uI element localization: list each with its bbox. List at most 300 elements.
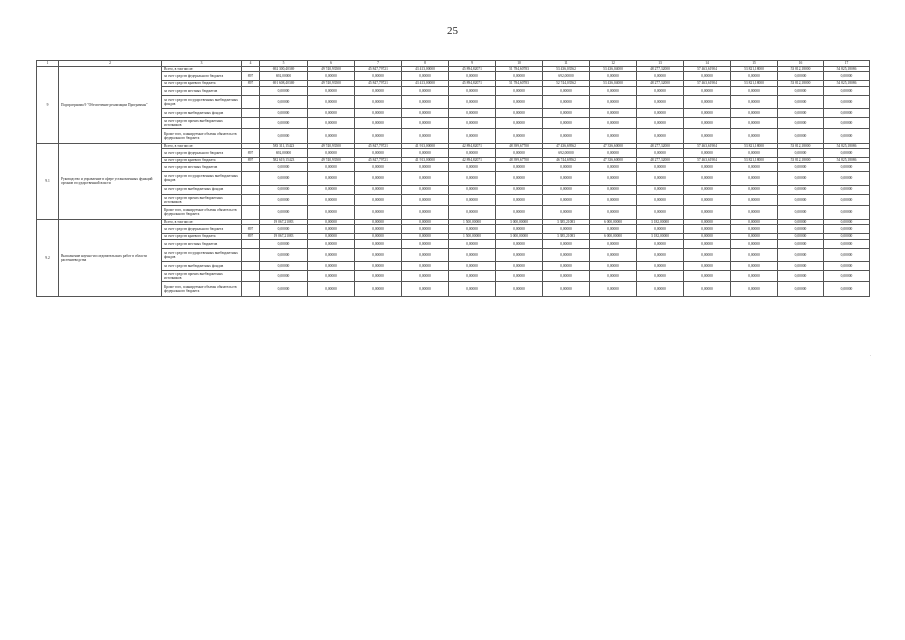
amount-cell: 0,00000 [355,118,402,129]
amount-cell: 54 825,18086 [824,157,870,162]
amount-cell: 692,00000 [260,72,308,81]
budget-code [242,194,260,205]
amount-cell: 45 847,79721 [355,81,402,86]
amount-cell: 42 894,82071 [449,157,496,162]
amount-cell: 0,00000 [355,282,402,296]
budget-code [242,118,260,129]
amount-cell: 0,00000 [637,118,684,129]
amount-cell: 0,00000 [684,95,731,108]
budget-code: 897 [242,225,260,234]
budget-code [242,239,260,248]
amount-cell: 0,00000 [778,194,824,205]
funding-source: за счет средств внебюджетных фондов [162,108,242,117]
amount-cell: 0,00000 [402,185,449,194]
funding-source: Кроме того, планируемые объемы обязательств федерального бюджета [162,205,242,219]
amount-cell: 0,00000 [402,129,449,143]
budget-code [242,95,260,108]
amount-cell: 0,00000 [402,205,449,219]
amount-cell: 45 847,79721 [355,157,402,162]
amount-cell: 0,00000 [355,72,402,81]
amount-cell: 53 436,03562 [543,67,590,72]
budget-code: 897 [242,81,260,86]
amount-cell: 0,00000 [590,95,637,108]
funding-source: за счет средств внебюджетных фондов [162,185,242,194]
amount-cell: 0,00000 [260,194,308,205]
amount-cell: 0,00000 [590,129,637,143]
amount-cell: 0,00000 [308,108,355,117]
amount-cell: 0,00000 [778,234,824,239]
amount-cell: 0,00000 [355,108,402,117]
funding-source: за счет средств государственных внебюджетных фондов [162,95,242,108]
column-header: 13 [637,61,684,67]
amount-cell: 0,00000 [684,118,731,129]
amount-cell: 0,00000 [824,262,870,271]
amount-cell: 0,00000 [731,234,778,239]
amount-cell: 0,00000 [543,172,590,185]
amount-cell: 0,00000 [824,282,870,296]
amount-cell: 0,00000 [637,108,684,117]
amount-cell: 0,00000 [824,225,870,234]
amount-cell: 0,00000 [543,185,590,194]
amount-cell: 0,00000 [308,225,355,234]
amount-cell: 45 894,82071 [449,81,496,86]
column-header: 9 [449,61,496,67]
amount-cell: 0,00000 [496,163,543,172]
amount-cell: 0,00000 [637,248,684,261]
amount-cell: 0,00000 [308,185,355,194]
amount-cell: 0,00000 [260,172,308,185]
column-header: 14 [684,61,731,67]
amount-cell: 0,00000 [637,95,684,108]
amount-cell: 45 894,82071 [449,67,496,72]
amount-cell: 1 500,00000 [449,234,496,239]
amount-cell: 0,00000 [449,225,496,234]
amount-cell: 0,00000 [637,205,684,219]
column-header: 8 [402,61,449,67]
funding-source: за счет средств местных бюджетов [162,239,242,248]
page-number: 25 [447,25,458,37]
amount-cell: 0,00000 [496,205,543,219]
amount-cell: 3 385,21083 [543,234,590,239]
amount-cell: 0,00000 [355,234,402,239]
amount-cell: 0,00000 [402,148,449,157]
amount-cell: 0,00000 [731,225,778,234]
program-name: Руководство и управление в сфере установленных функций органов государственной власти [59,143,162,220]
amount-cell: 0,00000 [260,185,308,194]
amount-cell: 0,00000 [543,282,590,296]
amount-cell: 0,00000 [543,108,590,117]
amount-cell: 53 812,18000 [778,143,824,148]
amount-cell: 0,00000 [355,86,402,95]
amount-cell: 0,00000 [637,129,684,143]
amount-cell: 0,00000 [355,185,402,194]
amount-cell: 0,00000 [778,163,824,172]
table-row [37,225,870,234]
amount-cell: 0,00000 [731,118,778,129]
amount-cell: 0,00000 [824,172,870,185]
amount-cell: 0,00000 [496,271,543,282]
amount-cell: 0,00000 [778,271,824,282]
amount-cell: 0,00000 [260,262,308,271]
amount-cell: 0,00000 [260,108,308,117]
amount-cell: 0,00000 [684,262,731,271]
amount-cell: 54 825,18086 [824,67,870,72]
amount-cell: 0,00000 [684,282,731,296]
amount-cell: 0,00000 [637,194,684,205]
amount-cell: 0,00000 [731,194,778,205]
budget-code [242,205,260,219]
amount-cell: 53 812,18000 [778,81,824,86]
amount-cell: 53 812,18000 [778,67,824,72]
amount-cell: 0,00000 [260,205,308,219]
amount-cell: 0,00000 [824,185,870,194]
amount-cell: 0,00000 [402,118,449,129]
amount-cell: 47 436,69562 [543,143,590,148]
program-name: Выполнение научно-исследовательских работ в области растениеводства [59,220,162,297]
amount-cell: 0,00000 [590,225,637,234]
amount-cell: 0,00000 [543,262,590,271]
row-index: 9.1 [37,143,59,220]
amount-cell: 0,00000 [308,239,355,248]
amount-cell: 0,00000 [684,108,731,117]
amount-cell: 0,00000 [637,271,684,282]
amount-cell: 0,00000 [496,185,543,194]
budget-code: 897 [242,148,260,157]
table-row [37,148,870,157]
amount-cell: 49 740,93500 [308,157,355,162]
amount-cell: 57 463,61904 [684,67,731,72]
amount-cell: 0,00000 [543,239,590,248]
amount-cell: 0,00000 [260,282,308,296]
amount-cell: 0,00000 [637,148,684,157]
amount-cell: 0,00000 [824,271,870,282]
amount-cell: 0,00000 [496,95,543,108]
amount-cell: 0,00000 [778,225,824,234]
amount-cell: 0,00000 [496,129,543,143]
amount-cell: 48 399,67700 [496,157,543,162]
amount-cell: 0,00000 [449,262,496,271]
amount-cell: 0,00000 [590,282,637,296]
funding-source: за счет средств государственных внебюджетных фондов [162,248,242,261]
amount-cell: 692,00000 [260,148,308,157]
column-header: 5 [260,61,308,67]
amount-cell: 0,00000 [778,248,824,261]
funding-source: за счет средств краевого бюджета [162,234,242,239]
amount-cell: 57 463,61904 [684,143,731,148]
budget-code [242,262,260,271]
amount-cell: 0,00000 [496,118,543,129]
amount-cell: 0,00000 [637,239,684,248]
amount-cell: 0,00000 [260,248,308,261]
amount-cell: 0,00000 [402,163,449,172]
table-row [37,172,870,185]
amount-cell: 48 399,67700 [496,143,543,148]
funding-source: за счет средств федерального бюджета [162,72,242,81]
amount-cell: 0,00000 [778,282,824,296]
amount-cell: 0,00000 [260,95,308,108]
amount-cell: 0,00000 [402,108,449,117]
amount-cell: 0,00000 [308,118,355,129]
amount-cell: 0,00000 [637,185,684,194]
budget-code [242,271,260,282]
amount-cell: 0,00000 [402,239,449,248]
table-row [37,282,870,296]
amount-cell: 48 277,32000 [637,143,684,148]
amount-cell: 3 385,21083 [543,220,590,225]
amount-cell: 0,00000 [308,262,355,271]
amount-cell: 692 300,40369 [260,67,308,72]
amount-cell: 0,00000 [684,220,731,225]
amount-cell: 0,00000 [824,234,870,239]
amount-cell: 0,00000 [731,72,778,81]
table-row [37,262,870,271]
amount-cell: 1 500,00000 [449,220,496,225]
amount-cell: 0,00000 [731,148,778,157]
table-row [37,72,870,81]
amount-cell: 0,00000 [731,271,778,282]
amount-cell: 0,00000 [402,248,449,261]
amount-cell: 0,00000 [402,271,449,282]
amount-cell: 0,00000 [731,95,778,108]
tail-mark: . [870,352,871,357]
amount-cell: 0,00000 [778,86,824,95]
amount-cell: 41 913,00000 [402,143,449,148]
funding-source: за счет средств местных бюджетов [162,163,242,172]
column-header: 11 [543,61,590,67]
funding-source: Кроме того, планируемые объемы обязательств федерального бюджета [162,129,242,143]
amount-cell: 0,00000 [637,86,684,95]
funding-source: Кроме того, планируемые объемы обязательств федерального бюджета [162,282,242,296]
amount-cell: 49 740,93500 [308,67,355,72]
amount-cell: 53 821,18000 [731,67,778,72]
funding-source: Всего, в том числе: [162,220,242,225]
budget-code [242,282,260,296]
amount-cell: 0,00000 [543,129,590,143]
table-row [37,118,870,129]
table-row [37,205,870,219]
amount-cell: 0,00000 [590,239,637,248]
amount-cell: 0,00000 [684,239,731,248]
amount-cell: 0,00000 [590,172,637,185]
amount-cell: 0,00000 [449,148,496,157]
column-header: 16 [778,61,824,67]
amount-cell: 0,00000 [543,271,590,282]
amount-cell: 0,00000 [731,205,778,219]
amount-cell: 57 463,61904 [684,81,731,86]
amount-cell: 0,00000 [308,248,355,261]
amount-cell: 0,00000 [402,72,449,81]
amount-cell: 0,00000 [824,239,870,248]
funding-source: за счет средств прочих внебюджетных источников [162,271,242,282]
amount-cell: 0,00000 [684,248,731,261]
amount-cell: 0,00000 [590,118,637,129]
row-index: 9 [37,67,59,144]
amount-cell: 0,00000 [308,220,355,225]
amount-cell: 0,00000 [496,172,543,185]
amount-cell: 691 608,40369 [260,81,308,86]
amount-cell: 53 821,18000 [731,157,778,162]
amount-cell: 0,00000 [778,148,824,157]
funding-source: за счет средств государственных внебюджетных фондов [162,172,242,185]
funding-source: Всего, в том числе: [162,143,242,148]
budget-code [242,163,260,172]
amount-cell: 0,00000 [543,118,590,129]
funding-source: за счет средств краевого бюджета [162,81,242,86]
amount-cell: 0,00000 [496,262,543,271]
amount-cell: 0,00000 [684,225,731,234]
amount-cell: 0,00000 [449,194,496,205]
amount-cell: 0,00000 [355,248,402,261]
amount-cell: 49 740,93500 [308,81,355,86]
amount-cell: 0,00000 [402,86,449,95]
amount-cell: 43 413,00000 [402,81,449,86]
budget-code [242,108,260,117]
amount-cell: 0,00000 [637,262,684,271]
amount-cell: 0,00000 [449,271,496,282]
amount-cell: 46 744,69562 [543,157,590,162]
amount-cell: 0,00000 [824,118,870,129]
amount-cell: 0,00000 [449,163,496,172]
amount-cell: 0,00000 [778,205,824,219]
amount-cell: 0,00000 [637,72,684,81]
amount-cell: 0,00000 [824,95,870,108]
funding-source: за счет средств федерального бюджета [162,225,242,234]
amount-cell: 0,00000 [590,185,637,194]
amount-cell: 0,00000 [824,148,870,157]
amount-cell: 0,00000 [684,234,731,239]
table-row [37,185,870,194]
amount-cell: 0,00000 [824,72,870,81]
amount-cell: 0,00000 [543,86,590,95]
amount-cell: 0,00000 [731,262,778,271]
amount-cell: 0,00000 [308,72,355,81]
amount-cell: 0,00000 [355,239,402,248]
amount-cell: 0,00000 [449,86,496,95]
amount-cell: 0,00000 [260,239,308,248]
column-header: 4 [242,61,260,67]
amount-cell: 0,00000 [778,72,824,81]
funding-source: за счет средств внебюджетных фондов [162,262,242,271]
table-row [37,163,870,172]
amount-cell: 51 784,60783 [496,81,543,86]
budget-code: 897 [242,234,260,239]
amount-cell: 0,00000 [778,108,824,117]
amount-cell: 0,00000 [731,108,778,117]
amount-cell: 0,00000 [355,129,402,143]
amount-cell: 0,00000 [308,172,355,185]
amount-cell: 0,00000 [402,234,449,239]
amount-cell: 53 436,04000 [590,81,637,86]
amount-cell: 0,00000 [355,194,402,205]
column-header: 7 [355,61,402,67]
amount-cell: 0,00000 [355,220,402,225]
amount-cell: 0,00000 [824,205,870,219]
amount-cell: 0,00000 [778,95,824,108]
budget-code [242,172,260,185]
amount-cell: 0,00000 [731,172,778,185]
amount-cell: 53 821,18000 [731,143,778,148]
amount-cell: 0,00000 [260,225,308,234]
amount-cell: 6 000,00000 [590,220,637,225]
column-header: 3 [162,61,242,67]
amount-cell: 0,00000 [449,185,496,194]
amount-cell: 48 277,32000 [637,81,684,86]
amount-cell: 0,00000 [731,220,778,225]
amount-cell: 51 784,60783 [496,67,543,72]
amount-cell: 0,00000 [355,225,402,234]
amount-cell: 0,00000 [449,95,496,108]
amount-cell: 19 067,21083 [260,234,308,239]
amount-cell: 47 336,60000 [590,143,637,148]
table-row [37,86,870,95]
amount-cell: 3 000,00000 [496,220,543,225]
amount-cell: 0,00000 [402,95,449,108]
amount-cell: 0,00000 [684,271,731,282]
amount-cell: 0,00000 [824,108,870,117]
amount-cell: 0,00000 [308,205,355,219]
amount-cell: 0,00000 [496,108,543,117]
amount-cell: 692,00000 [543,72,590,81]
amount-cell: 48 277,32000 [637,157,684,162]
amount-cell: 0,00000 [731,282,778,296]
amount-cell: 0,00000 [590,108,637,117]
budget-code: 897 [242,72,260,81]
amount-cell: 0,00000 [543,248,590,261]
amount-cell: 0,00000 [496,225,543,234]
amount-cell: 0,00000 [402,225,449,234]
amount-cell: 0,00000 [590,271,637,282]
amount-cell: 0,00000 [731,129,778,143]
amount-cell: 0,00000 [355,271,402,282]
amount-cell: 0,00000 [449,282,496,296]
amount-cell: 0,00000 [731,248,778,261]
amount-cell: 0,00000 [308,282,355,296]
amount-cell: 0,00000 [590,248,637,261]
amount-cell: 0,00000 [355,172,402,185]
amount-cell: 0,00000 [637,172,684,185]
program-name: Подпрограмма 9 "Обеспечение реализации Программы" [59,67,162,144]
amount-cell: 0,00000 [308,129,355,143]
amount-cell: 0,00000 [731,185,778,194]
funding-source: за счет средств краевого бюджета [162,157,242,162]
amount-cell: 19 067,21083 [260,220,308,225]
amount-cell: 0,00000 [637,163,684,172]
amount-cell: 3 182,00000 [637,220,684,225]
amount-cell: 0,00000 [402,220,449,225]
amount-cell: 53 812,18000 [778,157,824,162]
row-index: 9.2 [37,220,59,297]
column-header: 6 [308,61,355,67]
amount-cell: 0,00000 [496,148,543,157]
amount-cell: 0,00000 [824,194,870,205]
table-row [37,129,870,143]
amount-cell: 0,00000 [590,163,637,172]
amount-cell: 0,00000 [778,239,824,248]
amount-cell: 0,00000 [449,172,496,185]
amount-cell: 0,00000 [778,129,824,143]
amount-cell: 0,00000 [778,185,824,194]
amount-cell: 6 000,00000 [590,234,637,239]
amount-cell: 0,00000 [778,172,824,185]
amount-cell: 0,00000 [496,248,543,261]
amount-cell: 0,00000 [496,282,543,296]
amount-cell: 0,00000 [590,262,637,271]
amount-cell: 47 336,60000 [590,157,637,162]
amount-cell: 0,00000 [449,129,496,143]
amount-cell: 0,00000 [308,271,355,282]
amount-cell: 0,00000 [590,72,637,81]
amount-cell: 0,00000 [308,163,355,172]
